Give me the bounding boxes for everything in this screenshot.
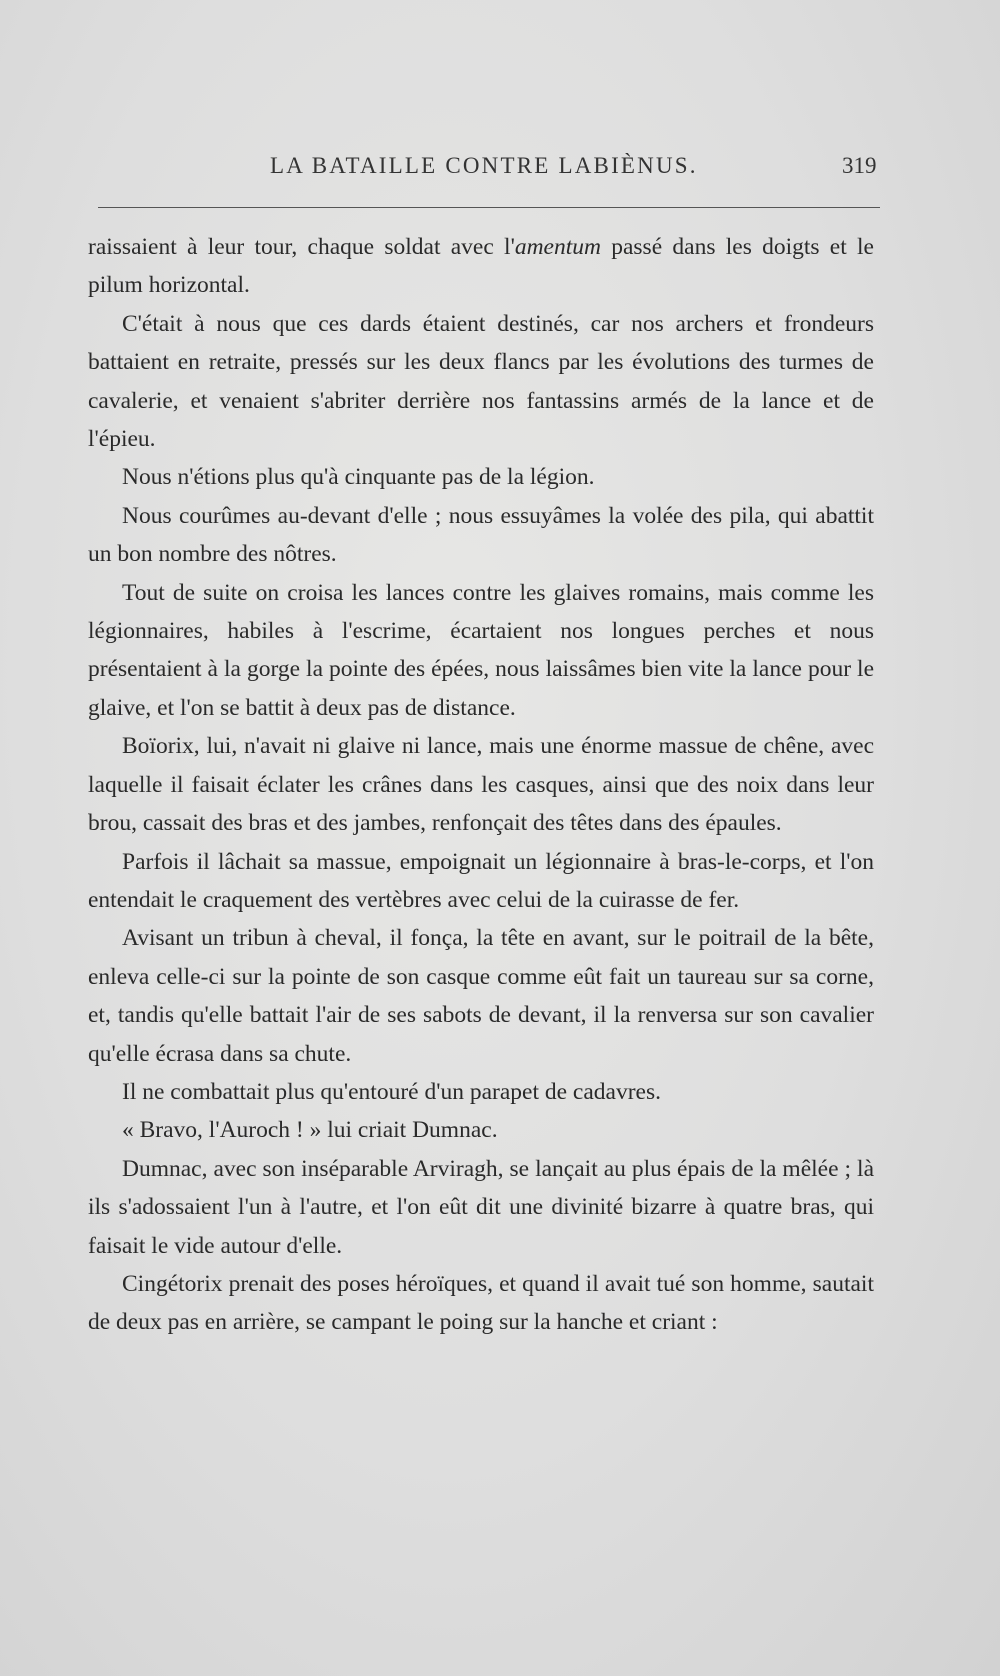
paragraph: Nous n'étions plus qu'à cinquante pas de la légion. (122, 464, 595, 491)
paragraph: Parfois il lâchait sa massue, empoignait un légionnaire à bras-le-corps, et l'on entendait le craquement des vertèbres avec celui de la cuirasse de fer. (88, 848, 874, 913)
paragraph-text: raissaient à leur tour, chaque soldat avec l' (88, 234, 515, 260)
paragraph: Boïorix, lui, n'avait ni glaive ni lance, mais une énorme massue de chêne, avec laquelle il faisait éclater les crânes dans les casques, ainsi que des noix dans leur brou, cassait des bras et des jambes, renfonçait des têtes dans des épaules. (88, 733, 874, 837)
italic-term: amentum (514, 234, 601, 260)
paragraph: « Bravo, l'Auroch ! » lui criait Dumnac. (122, 1117, 498, 1144)
paragraph: Tout de suite on croisa les lances contre les glaives romains, mais comme les légionnaires, habiles à l'escrime, écartaient nos longues perches et nous présentaient à la gorge la pointe des épées, nous laissâmes bien vite la lance pour le glaive, et l'on se battit à deux pas de distance. (88, 579, 874, 721)
paragraph-text: passé dans les doigts et le pilum horizontal. (88, 234, 874, 299)
paragraph: Dumnac, avec son inséparable Arviragh, se lançait au plus épais de la mêlée ; là ils s'adossaient l'un à l'autre, et l'on eût dit une divinité bizarre à quatre bras, qui faisait le vide autour d'elle. (88, 1155, 874, 1259)
paragraph: Cingétorix prenait des poses héroïques, et quand il avait tué son homme, sautait de deux pas en arrière, se campant le poing sur la hanche et criant : (88, 1270, 874, 1336)
page-number: 319 (842, 153, 877, 178)
running-head: LA BATAILLE CONTRE LABIÈNUS. (270, 153, 698, 178)
body-text (88, 228, 874, 1342)
paragraph (88, 228, 874, 305)
paragraph: Nous courûmes au-devant d'elle ; nous essuyâmes la volée des pila, qui abattit un bon nombre des nôtres. (88, 502, 874, 568)
paragraph: C'était à nous que ces dards étaient destinés, car nos archers et frondeurs battaient en retraite, pressés sur les deux flancs par les évolutions des turmes de cavalerie, et venaient s'abriter derrière nos fantassins armés de la lance et de l'épieu. (88, 310, 874, 453)
paragraph: Avisant un tribun à cheval, il fonça, la tête en avant, sur le poitrail de la bête, enleva celle-ci sur la pointe de son casque comme eût fait un taureau sur sa corne, et, tandis qu'elle battait l'air de ses sabots de devant, il la renversa sur son cavalier qu'elle écrasa dans sa chute. (88, 925, 874, 1067)
paragraph: Il ne combattait plus qu'entouré d'un parapet de cadavres. (122, 1078, 661, 1105)
header-rule (98, 207, 880, 208)
